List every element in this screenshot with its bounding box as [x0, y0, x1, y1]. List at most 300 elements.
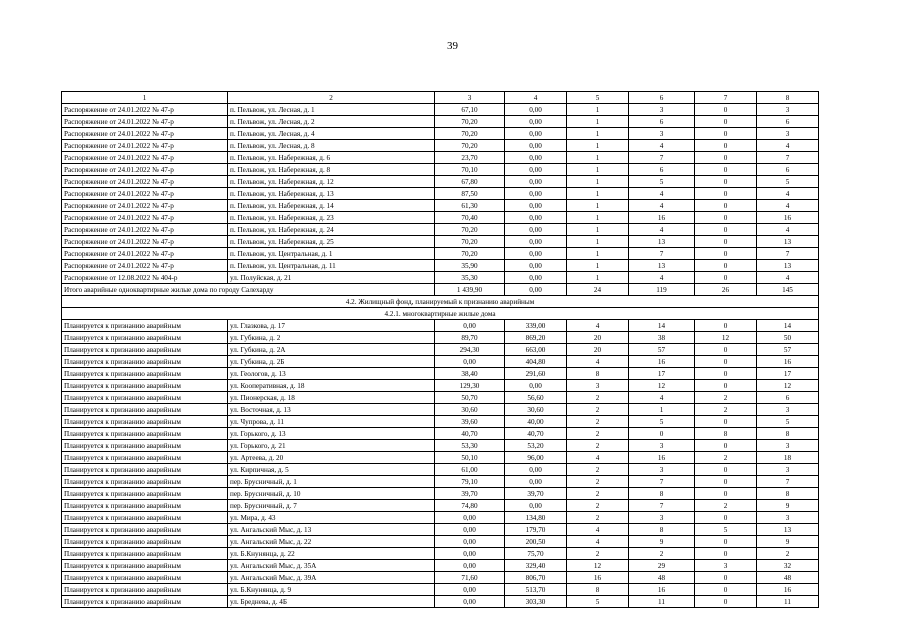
address-cell: ул. Глазкова, д. 17	[228, 320, 435, 332]
address-cell: ул. Губкина, д. 2А	[228, 344, 435, 356]
basis-cell: Распоряжение от 24.01.2022 № 47-р	[62, 248, 228, 260]
area-cell: 39,70	[435, 488, 505, 500]
basis-cell: Планируется к признанию аварийным	[62, 404, 228, 416]
table-row	[62, 176, 819, 188]
area-cell: 50,10	[435, 452, 505, 464]
area-cell: 71,60	[435, 572, 505, 584]
area2-cell: 179,70	[505, 524, 567, 536]
count-cell: 5	[567, 596, 629, 608]
basis-cell: Распоряжение от 24.01.2022 № 47-р	[62, 188, 228, 200]
table-row	[62, 224, 819, 236]
residents-cell: 13	[629, 260, 695, 272]
basis-cell: Распоряжение от 24.01.2022 № 47-р	[62, 104, 228, 116]
table-row	[62, 416, 819, 428]
basis-cell: Распоряжение от 24.01.2022 № 47-р	[62, 116, 228, 128]
area-cell: 0,00	[435, 320, 505, 332]
extra-cell: 0	[695, 584, 757, 596]
total-cell: 48	[757, 572, 819, 584]
area2-cell: 339,00	[505, 320, 567, 332]
residents-cell: 3	[629, 128, 695, 140]
area2-cell: 404,80	[505, 356, 567, 368]
residents-cell: 16	[629, 452, 695, 464]
count-cell: 2	[567, 404, 629, 416]
total-cell: 4	[757, 224, 819, 236]
basis-cell: Планируется к признанию аварийным	[62, 464, 228, 476]
residents-cell: 4	[629, 188, 695, 200]
table-row	[62, 380, 819, 392]
area-cell: 0,00	[435, 584, 505, 596]
extra-cell: 0	[695, 536, 757, 548]
extra-cell: 2	[695, 500, 757, 512]
area-cell: 0,00	[435, 512, 505, 524]
basis-cell: Планируется к признанию аварийным	[62, 320, 228, 332]
count-cell: 2	[567, 392, 629, 404]
basis-cell: Планируется к признанию аварийным	[62, 440, 228, 452]
total-cell: 4	[757, 200, 819, 212]
residents-cell: 14	[629, 320, 695, 332]
address-cell: ул. Бреднева, д. 4Б	[228, 596, 435, 608]
count-cell: 1	[567, 128, 629, 140]
area2-cell: 0,00	[505, 116, 567, 128]
area2-cell: 0,00	[505, 464, 567, 476]
total-cell: 3	[757, 404, 819, 416]
area2-cell: 0,00	[505, 104, 567, 116]
table-row	[62, 596, 819, 608]
header-row	[62, 92, 819, 104]
column-number-header: 1	[62, 92, 228, 104]
table-row	[62, 524, 819, 536]
area2-cell: 39,70	[505, 488, 567, 500]
area2-cell: 291,60	[505, 368, 567, 380]
table-row	[62, 344, 819, 356]
basis-cell: Планируется к признанию аварийным	[62, 452, 228, 464]
count-cell: 16	[567, 572, 629, 584]
area-cell: 23,70	[435, 152, 505, 164]
total-cell: 6	[757, 164, 819, 176]
count-cell: 8	[567, 368, 629, 380]
total-value: 24	[567, 284, 629, 296]
table-row	[62, 104, 819, 116]
area2-cell: 0,00	[505, 128, 567, 140]
residents-cell: 3	[629, 512, 695, 524]
residents-cell: 16	[629, 212, 695, 224]
area-cell: 61,30	[435, 200, 505, 212]
address-cell: ул. Ангальский Мыс, д. 22	[228, 536, 435, 548]
area-cell: 70,20	[435, 116, 505, 128]
extra-cell: 2	[695, 404, 757, 416]
count-cell: 1	[567, 104, 629, 116]
area2-cell: 0,00	[505, 236, 567, 248]
basis-cell: Распоряжение от 24.01.2022 № 47-р	[62, 176, 228, 188]
area-cell: 70,20	[435, 236, 505, 248]
address-cell: ул. Ангальский Мыс, д. 39А	[228, 572, 435, 584]
address-cell: п. Пельвож, ул. Лесная, д. 8	[228, 140, 435, 152]
total-cell: 3	[757, 128, 819, 140]
total-cell: 9	[757, 500, 819, 512]
address-cell: п. Пельвож, ул. Лесная, д. 4	[228, 128, 435, 140]
area2-cell: 56,60	[505, 392, 567, 404]
basis-cell: Планируется к признанию аварийным	[62, 536, 228, 548]
table-row	[62, 548, 819, 560]
column-number-header: 5	[567, 92, 629, 104]
total-cell: 16	[757, 584, 819, 596]
count-cell: 1	[567, 188, 629, 200]
table-row	[62, 572, 819, 584]
address-cell: ул. Мира, д. 43	[228, 512, 435, 524]
area-cell: 70,20	[435, 248, 505, 260]
basis-cell: Распоряжение от 24.01.2022 № 47-р	[62, 140, 228, 152]
area-cell: 38,40	[435, 368, 505, 380]
table-row	[62, 128, 819, 140]
basis-cell: Планируется к признанию аварийным	[62, 488, 228, 500]
table-row	[62, 392, 819, 404]
extra-cell: 0	[695, 104, 757, 116]
address-cell: п. Пельвож, ул. Набережная, д. 12	[228, 176, 435, 188]
count-cell: 2	[567, 440, 629, 452]
address-cell: п. Пельвож, ул. Центральная, д. 1	[228, 248, 435, 260]
total-row	[62, 284, 819, 296]
address-cell: п. Пельвож, ул. Набережная, д. 25	[228, 236, 435, 248]
extra-cell: 0	[695, 368, 757, 380]
total-cell: 6	[757, 116, 819, 128]
address-cell: п. Пельвож, ул. Набережная, д. 24	[228, 224, 435, 236]
total-cell: 8	[757, 488, 819, 500]
total-cell: 11	[757, 596, 819, 608]
extra-cell: 0	[695, 344, 757, 356]
residents-cell: 3	[629, 104, 695, 116]
extra-cell: 0	[695, 356, 757, 368]
address-cell: пер. Брусничный, д. 10	[228, 488, 435, 500]
area2-cell: 0,00	[505, 248, 567, 260]
area2-cell: 0,00	[505, 260, 567, 272]
count-cell: 1	[567, 164, 629, 176]
table-row	[62, 536, 819, 548]
residents-cell: 7	[629, 500, 695, 512]
area-cell: 294,30	[435, 344, 505, 356]
total-value: 119	[629, 284, 695, 296]
residents-cell: 8	[629, 488, 695, 500]
area2-cell: 30,60	[505, 404, 567, 416]
area2-cell: 0,00	[505, 188, 567, 200]
area2-cell: 40,00	[505, 416, 567, 428]
count-cell: 1	[567, 272, 629, 284]
column-number-header: 7	[695, 92, 757, 104]
residents-cell: 11	[629, 596, 695, 608]
basis-cell: Распоряжение от 24.01.2022 № 47-р	[62, 236, 228, 248]
total-value: 0,00	[505, 284, 567, 296]
area2-cell: 40,70	[505, 428, 567, 440]
count-cell: 4	[567, 452, 629, 464]
table-row	[62, 152, 819, 164]
table-row	[62, 236, 819, 248]
area-cell: 70,20	[435, 140, 505, 152]
table-row	[62, 164, 819, 176]
area-cell: 67,80	[435, 176, 505, 188]
residents-cell: 13	[629, 236, 695, 248]
count-cell: 20	[567, 344, 629, 356]
basis-cell: Планируется к признанию аварийным	[62, 380, 228, 392]
basis-cell: Планируется к признанию аварийным	[62, 428, 228, 440]
table-row	[62, 488, 819, 500]
total-cell: 16	[757, 212, 819, 224]
residents-cell: 16	[629, 584, 695, 596]
extra-cell: 0	[695, 128, 757, 140]
count-cell: 1	[567, 140, 629, 152]
table-body	[62, 92, 819, 608]
table-row	[62, 356, 819, 368]
address-cell: ул. Кирпичная, д. 5	[228, 464, 435, 476]
count-cell: 1	[567, 116, 629, 128]
table-row	[62, 368, 819, 380]
total-cell: 12	[757, 380, 819, 392]
residents-cell: 0	[629, 428, 695, 440]
count-cell: 4	[567, 356, 629, 368]
area-cell: 79,10	[435, 476, 505, 488]
column-number-header: 6	[629, 92, 695, 104]
area-cell: 70,10	[435, 164, 505, 176]
total-cell: 32	[757, 560, 819, 572]
table-row	[62, 584, 819, 596]
residents-cell: 9	[629, 536, 695, 548]
basis-cell: Планируется к признанию аварийным	[62, 596, 228, 608]
area2-cell: 869,20	[505, 332, 567, 344]
residents-cell: 4	[629, 272, 695, 284]
residents-cell: 2	[629, 548, 695, 560]
basis-cell: Планируется к признанию аварийным	[62, 548, 228, 560]
extra-cell: 0	[695, 260, 757, 272]
table-row	[62, 404, 819, 416]
total-cell: 16	[757, 356, 819, 368]
basis-cell: Планируется к признанию аварийным	[62, 584, 228, 596]
residents-cell: 38	[629, 332, 695, 344]
area2-cell: 303,30	[505, 596, 567, 608]
residents-cell: 1	[629, 404, 695, 416]
basis-cell: Распоряжение от 24.01.2022 № 47-р	[62, 152, 228, 164]
extra-cell: 0	[695, 488, 757, 500]
total-cell: 3	[757, 464, 819, 476]
area-cell: 35,30	[435, 272, 505, 284]
address-cell: ул. Б.Кнунянца, д. 22	[228, 548, 435, 560]
total-cell: 13	[757, 236, 819, 248]
total-value: 145	[757, 284, 819, 296]
count-cell: 4	[567, 524, 629, 536]
residents-cell: 29	[629, 560, 695, 572]
extra-cell: 8	[695, 428, 757, 440]
total-cell: 5	[757, 416, 819, 428]
table-row	[62, 140, 819, 152]
address-cell: ул. Губкина, д. 2Б	[228, 356, 435, 368]
area-cell: 74,80	[435, 500, 505, 512]
residents-cell: 7	[629, 152, 695, 164]
area2-cell: 806,70	[505, 572, 567, 584]
address-cell: п. Пельвож, ул. Набережная, д. 13	[228, 188, 435, 200]
total-cell: 3	[757, 512, 819, 524]
section-row	[62, 296, 819, 308]
section-title: 4.2. Жилищный фонд, планируемый к признанию аварийным	[62, 296, 819, 308]
extra-cell: 0	[695, 380, 757, 392]
basis-cell: Распоряжение от 24.01.2022 № 47-р	[62, 200, 228, 212]
extra-cell: 0	[695, 440, 757, 452]
area2-cell: 0,00	[505, 500, 567, 512]
table-row	[62, 464, 819, 476]
count-cell: 1	[567, 248, 629, 260]
total-cell: 7	[757, 476, 819, 488]
total-cell: 4	[757, 272, 819, 284]
extra-cell: 0	[695, 188, 757, 200]
address-cell: ул. Геологов, д. 13	[228, 368, 435, 380]
area2-cell: 200,50	[505, 536, 567, 548]
table-row	[62, 188, 819, 200]
extra-cell: 5	[695, 524, 757, 536]
area-cell: 53,30	[435, 440, 505, 452]
table-row	[62, 452, 819, 464]
area-cell: 39,60	[435, 416, 505, 428]
table-row	[62, 512, 819, 524]
extra-cell: 0	[695, 416, 757, 428]
count-cell: 2	[567, 512, 629, 524]
total-cell: 6	[757, 392, 819, 404]
column-number-header: 4	[505, 92, 567, 104]
extra-cell: 0	[695, 464, 757, 476]
total-cell: 7	[757, 248, 819, 260]
address-cell: ул. Ангальский Мыс, д. 35А	[228, 560, 435, 572]
extra-cell: 0	[695, 224, 757, 236]
count-cell: 1	[567, 224, 629, 236]
area-cell: 70,20	[435, 224, 505, 236]
residents-cell: 5	[629, 416, 695, 428]
housing-table	[61, 91, 819, 608]
area-cell: 0,00	[435, 596, 505, 608]
subsection-title: 4.2.1. многоквартирные жилые дома	[62, 308, 819, 320]
total-cell: 13	[757, 260, 819, 272]
table-row	[62, 116, 819, 128]
extra-cell: 2	[695, 392, 757, 404]
area2-cell: 53,20	[505, 440, 567, 452]
total-value: 26	[695, 284, 757, 296]
residents-cell: 4	[629, 200, 695, 212]
basis-cell: Планируется к признанию аварийным	[62, 392, 228, 404]
residents-cell: 6	[629, 164, 695, 176]
count-cell: 1	[567, 200, 629, 212]
total-cell: 3	[757, 440, 819, 452]
address-cell: ул. Кооперативная, д. 18	[228, 380, 435, 392]
extra-cell: 0	[695, 116, 757, 128]
count-cell: 2	[567, 476, 629, 488]
total-cell: 18	[757, 452, 819, 464]
area2-cell: 0,00	[505, 152, 567, 164]
total-label: Итого аварийные одноквартирные жилые дома по городу Салехарду	[62, 284, 435, 296]
basis-cell: Планируется к признанию аварийным	[62, 344, 228, 356]
table-row	[62, 440, 819, 452]
area2-cell: 663,00	[505, 344, 567, 356]
address-cell: п. Пельвож, ул. Лесная, д. 2	[228, 116, 435, 128]
table-row	[62, 560, 819, 572]
count-cell: 2	[567, 548, 629, 560]
basis-cell: Планируется к признанию аварийным	[62, 512, 228, 524]
basis-cell: Планируется к признанию аварийным	[62, 560, 228, 572]
area-cell: 50,70	[435, 392, 505, 404]
area2-cell: 0,00	[505, 476, 567, 488]
address-cell: пер. Брусничный, д. 7	[228, 500, 435, 512]
total-cell: 8	[757, 428, 819, 440]
extra-cell: 0	[695, 248, 757, 260]
area2-cell: 75,70	[505, 548, 567, 560]
column-number-header: 2	[228, 92, 435, 104]
area-cell: 0,00	[435, 356, 505, 368]
area-cell: 0,00	[435, 560, 505, 572]
address-cell: пер. Брусничный, д. 1	[228, 476, 435, 488]
area-cell: 0,00	[435, 524, 505, 536]
area2-cell: 0,00	[505, 200, 567, 212]
address-cell: ул. Чупрова, д. 11	[228, 416, 435, 428]
extra-cell: 0	[695, 140, 757, 152]
extra-cell: 0	[695, 476, 757, 488]
area-cell: 0,00	[435, 548, 505, 560]
address-cell: ул. Пионерская, д. 18	[228, 392, 435, 404]
area-cell: 61,00	[435, 464, 505, 476]
area2-cell: 513,70	[505, 584, 567, 596]
residents-cell: 6	[629, 116, 695, 128]
total-cell: 17	[757, 368, 819, 380]
count-cell: 2	[567, 464, 629, 476]
basis-cell: Распоряжение от 12.08.2022 № 404-р	[62, 272, 228, 284]
area-cell: 129,30	[435, 380, 505, 392]
extra-cell: 0	[695, 512, 757, 524]
area2-cell: 0,00	[505, 176, 567, 188]
area2-cell: 0,00	[505, 224, 567, 236]
extra-cell: 0	[695, 272, 757, 284]
table-row	[62, 248, 819, 260]
total-cell: 13	[757, 524, 819, 536]
count-cell: 3	[567, 380, 629, 392]
address-cell: ул. Горького, д. 13	[228, 428, 435, 440]
table-row	[62, 320, 819, 332]
area-cell: 40,70	[435, 428, 505, 440]
extra-cell: 0	[695, 572, 757, 584]
count-cell: 20	[567, 332, 629, 344]
residents-cell: 3	[629, 440, 695, 452]
subsection-row	[62, 308, 819, 320]
area2-cell: 96,00	[505, 452, 567, 464]
area-cell: 30,60	[435, 404, 505, 416]
address-cell: п. Пельвож, ул. Набережная, д. 14	[228, 200, 435, 212]
area2-cell: 0,00	[505, 212, 567, 224]
address-cell: ул. Б.Кнунянца, д. 9	[228, 584, 435, 596]
extra-cell: 12	[695, 332, 757, 344]
extra-cell: 0	[695, 164, 757, 176]
area-cell: 89,70	[435, 332, 505, 344]
area2-cell: 0,00	[505, 140, 567, 152]
count-cell: 2	[567, 500, 629, 512]
total-cell: 3	[757, 104, 819, 116]
table-row	[62, 200, 819, 212]
table-row	[62, 212, 819, 224]
basis-cell: Планируется к признанию аварийным	[62, 368, 228, 380]
basis-cell: Планируется к признанию аварийным	[62, 356, 228, 368]
area2-cell: 0,00	[505, 272, 567, 284]
total-cell: 4	[757, 140, 819, 152]
count-cell: 2	[567, 488, 629, 500]
address-cell: п. Пельвож, ул. Набережная, д. 6	[228, 152, 435, 164]
residents-cell: 17	[629, 368, 695, 380]
residents-cell: 5	[629, 176, 695, 188]
extra-cell: 0	[695, 212, 757, 224]
residents-cell: 16	[629, 356, 695, 368]
address-cell: п. Пельвож, ул. Центральная, д. 11	[228, 260, 435, 272]
count-cell: 2	[567, 428, 629, 440]
total-cell: 2	[757, 548, 819, 560]
residents-cell: 12	[629, 380, 695, 392]
